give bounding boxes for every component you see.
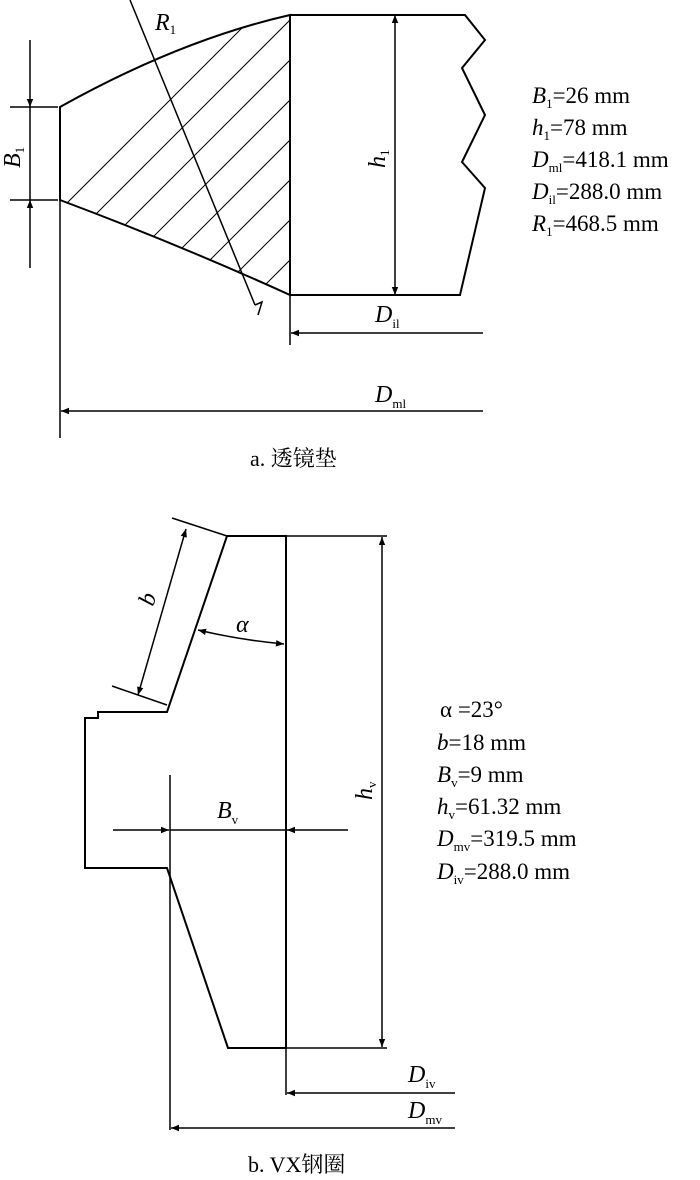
figure-a-spec-list [531,83,669,239]
figure-b-vx-ring [85,518,455,1130]
b-arrow-top [162,529,186,612]
label-h1: h1 [365,149,392,168]
ring-profile-outline [85,536,286,1048]
spec-b-b: b=18 mm [437,730,527,755]
label-r1: R1 [155,10,177,37]
caption-a: a. 透镜垫 [250,446,337,471]
spec-a-dil: $D_{il}=288.0$ mm [532,179,663,207]
lens-section-outline [60,15,290,295]
label-dml: $D_{ml}$ [375,382,407,411]
spec-a-dml: $D_{ml}=418.1$ mm [532,147,669,175]
spec-a-h1: $h_1=78$ mm [532,115,628,143]
spec-a-r1: $R_1=468.5$ mm [532,211,659,239]
label-hv: hv [352,781,379,800]
spec-b-div: $D_{iv}=288.0$ mm [437,859,571,887]
b-ext-top [172,518,227,536]
spec-b-alpha: α =23° [440,697,503,722]
label-dil: $D_{il}$ [375,302,400,331]
spec-a-b1: $B_1=26$ mm [532,83,631,111]
radius-line-tick [255,302,262,315]
label-b: b [133,589,163,609]
label-dmv: $D_{mv}$ [408,1098,442,1127]
label-b1: B1 [0,146,27,168]
radius-line [130,0,255,305]
spec-b-hv: $h_v=61.32$ mm [437,794,562,822]
figure-b-spec-list [436,697,577,887]
b-arrow-bottom [138,612,162,695]
spec-b-dmv: $D_{mv}=319.5$ mm [437,826,577,854]
label-div: $D_{iv}$ [408,1062,436,1091]
spec-b-bv: $B_v=9$ mm [437,762,524,790]
label-alpha: α [236,612,249,638]
caption-b: b. VX钢圈 [248,1152,346,1177]
label-bv: $B_v$ [217,798,239,827]
